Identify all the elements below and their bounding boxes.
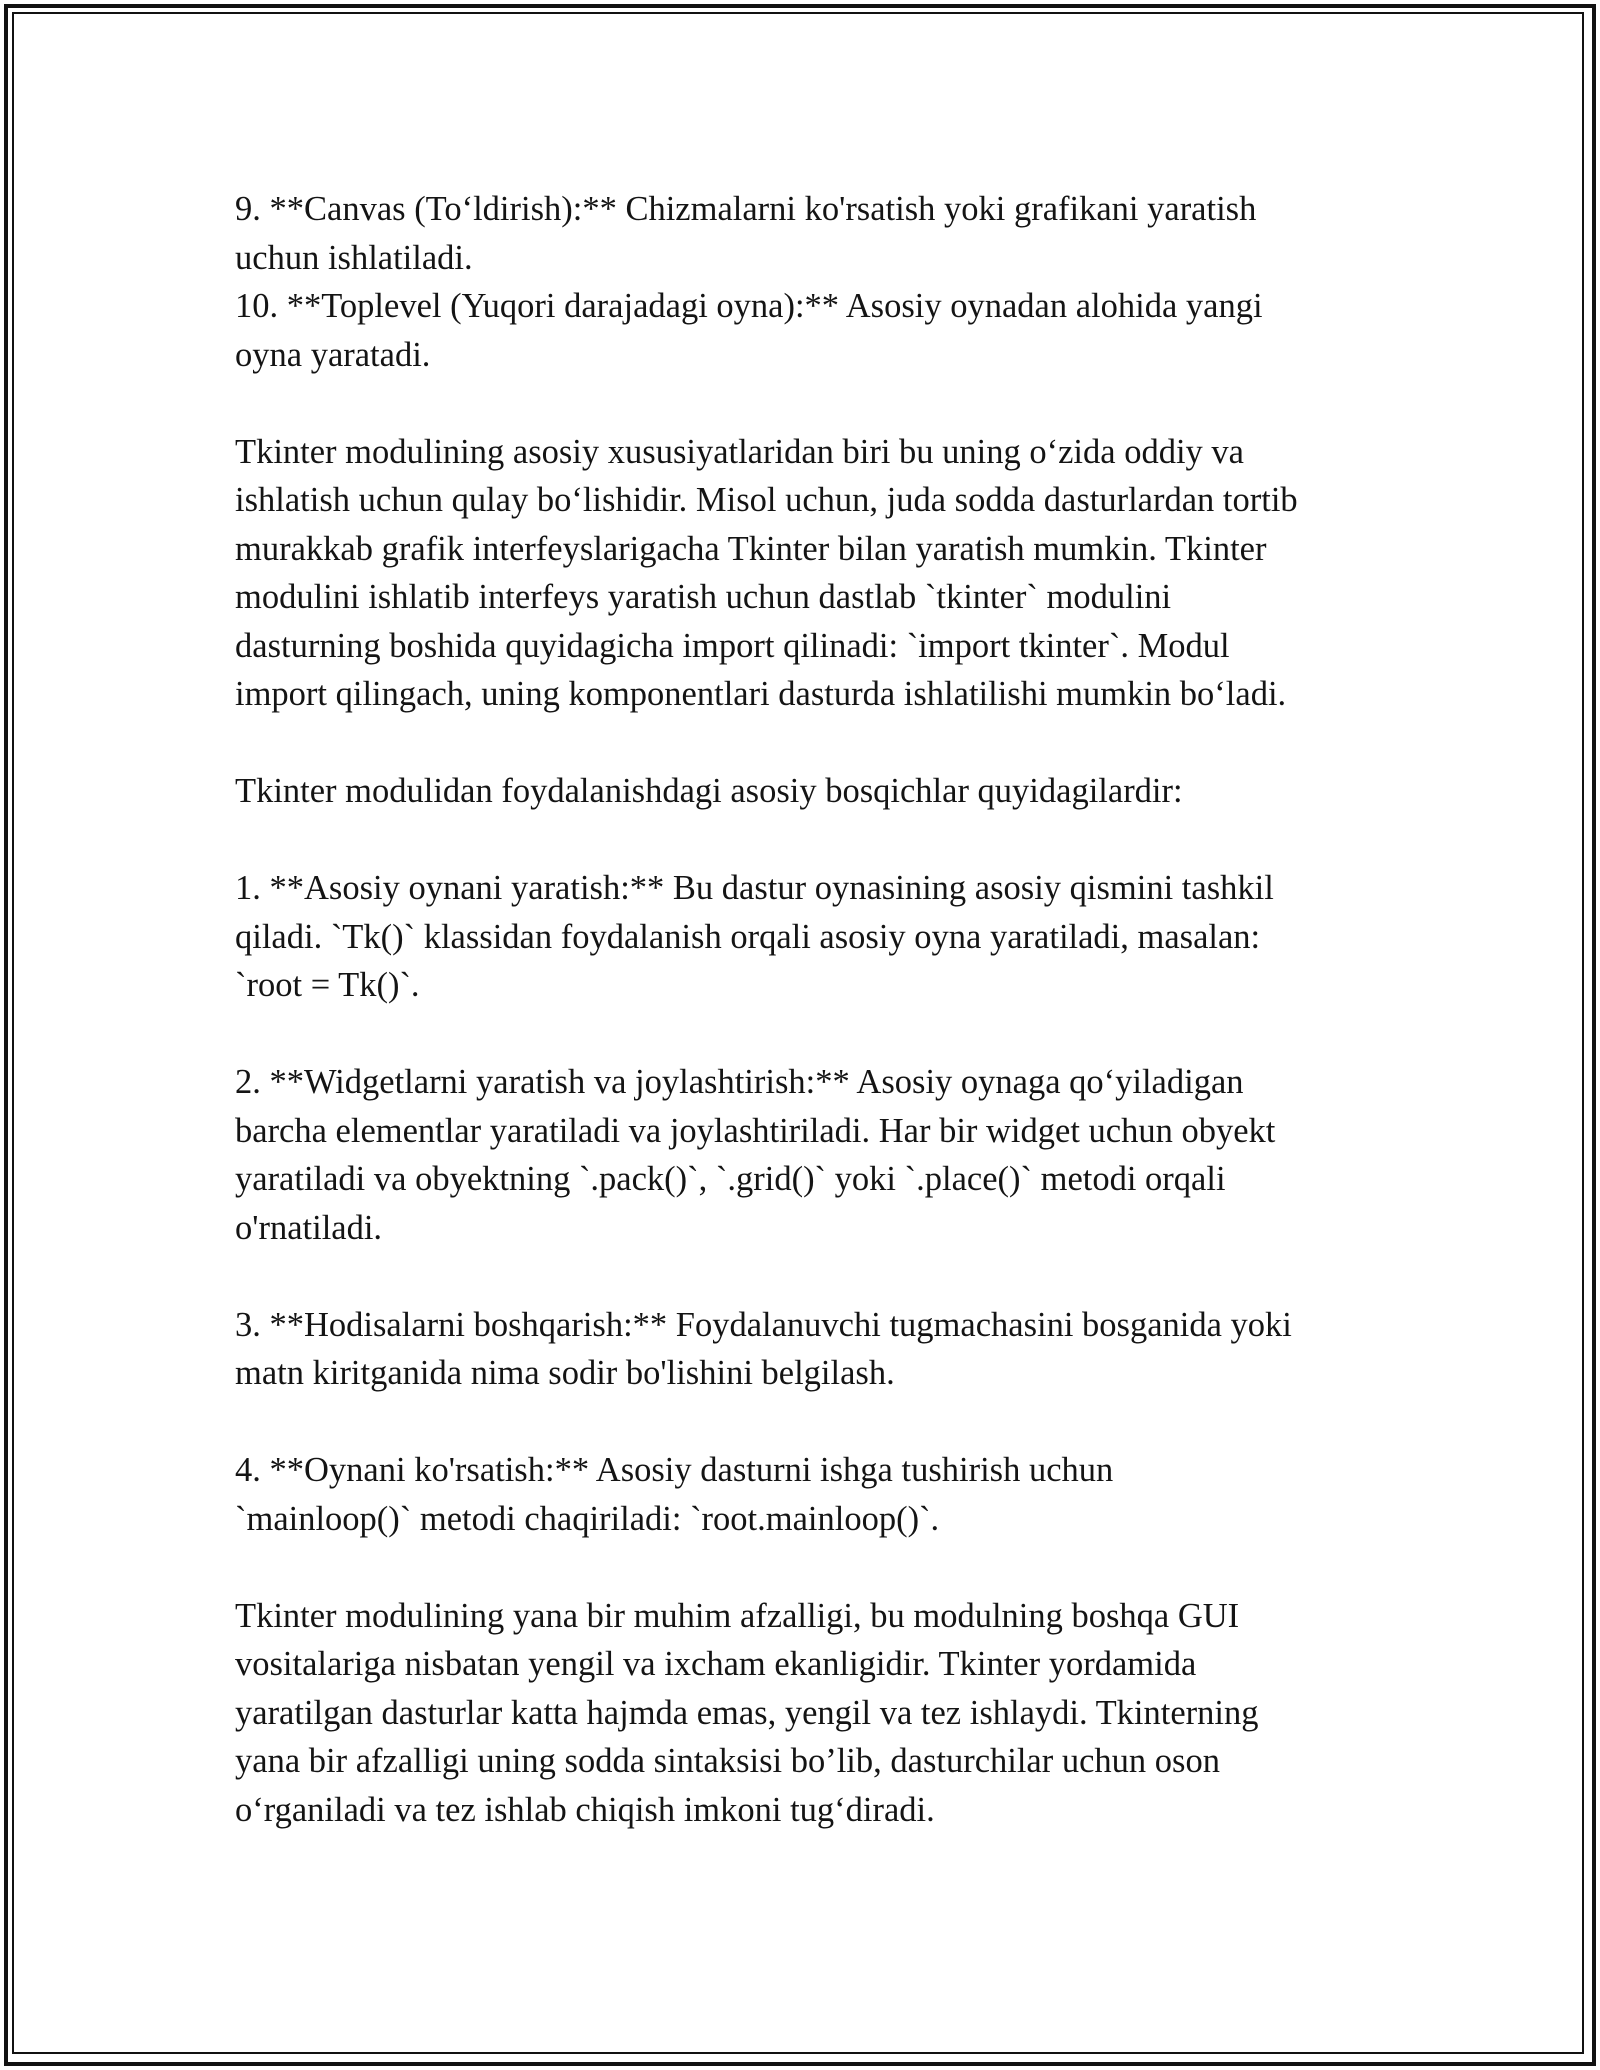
paragraph-advantages	[235, 1592, 1385, 1835]
text-line: murakkab grafik interfeyslarigacha Tkinter bilan yaratish mumkin. Tkinter	[235, 529, 1267, 568]
text-line: `root = Tk()`.	[235, 966, 420, 1004]
text-line: 10. **Toplevel (Yuqori darajadagi oyna):** Asosiy oynadan alohida yangi	[235, 287, 1263, 325]
text-line: yaratilgan dasturlar katta hajmda emas, yengil va tez ishlaydi. Tkinterning	[235, 1693, 1259, 1732]
text-line: ishlatish uchun qulay bo‘lishidir. Misol uchun, juda sodda dasturlardan tortib	[235, 481, 1298, 519]
text-line: `mainloop()` metodi chaqiriladi: `root.mainloop()`.	[235, 1499, 940, 1538]
text-line: 1. **Asosiy oynani yaratish:** Bu dastur oynasining asosiy qismini tashkil	[235, 869, 1274, 907]
text-line: uchun ishlatiladi.	[235, 238, 473, 277]
text-line: 2. **Widgetlarni yaratish va joylashtirish:** Asosiy oynaga qo‘yiladigan	[235, 1063, 1244, 1101]
text-line: o‘rganiladi va tez ishlab chiqish imkoni tug‘diradi.	[235, 1790, 935, 1829]
text-line: o'rnatiladi.	[235, 1208, 383, 1247]
document-body	[235, 185, 1385, 1834]
text-line: 9. **Canvas (To‘ldirish):** Chizmalarni ko'rsatish yoki grafikani yaratish	[235, 190, 1257, 228]
text-line: vositalariga nisbatan yengil va ixcham ekanligidir. Tkinter yordamida	[235, 1645, 1197, 1683]
text-line: import qilingach, uning komponentlari dasturda ishlatilishi mumkin bo‘ladi.	[235, 675, 1287, 713]
text-line: 3. **Hodisalarni boshqarish:** Foydalanuvchi tugmachasini bosganida yoki	[235, 1305, 1292, 1344]
text-line: 4. **Oynani ko'rsatish:** Asosiy dasturni ishga tushirish uchun	[235, 1451, 1114, 1489]
paragraph-tkinter-intro	[235, 428, 1385, 719]
text-line: oyna yaratadi.	[235, 335, 431, 374]
text-line: qiladi. `Tk()` klassidan foydalanish orqali asosiy oyna yaratiladi, masalan:	[235, 917, 1261, 956]
paragraph-canvas-item	[235, 185, 1385, 282]
paragraph-steps-heading	[235, 767, 1385, 816]
text-line: yana bir afzalligi uning sodda sintaksisi bo’lib, dasturchilar uchun oson	[235, 1742, 1220, 1780]
text-line: matn kiritganida nima sodir bo'lishini belgilash.	[235, 1354, 895, 1392]
paragraph-toplevel-item	[235, 282, 1385, 379]
text-line: dasturning boshida quyidagicha import qilinadi: `import tkinter`. Modul	[235, 626, 1230, 665]
paragraph-step-2	[235, 1058, 1385, 1252]
paragraph-step-3	[235, 1301, 1385, 1398]
text-line: yaratiladi va obyektning `.pack()`, `.grid()` yoki `.place()` metodi orqali	[235, 1160, 1226, 1198]
text-line: modulini ishlatib interfeys yaratish uchun dastlab `tkinter` modulini	[235, 578, 1172, 616]
text-line: Tkinter modulidan foydalanishdagi asosiy bosqichlar quyidagilardir:	[235, 772, 1183, 810]
text-line: barcha elementlar yaratiladi va joylashtiriladi. Har bir widget uchun obyekt	[235, 1111, 1276, 1150]
paragraph-step-1	[235, 864, 1385, 1010]
text-line: Tkinter modulining yana bir muhim afzalligi, bu modulning boshqa GUI	[235, 1596, 1240, 1635]
paragraph-step-4	[235, 1446, 1385, 1543]
text-line: Tkinter modulining asosiy xususiyatlaridan biri bu uning o‘zida oddiy va	[235, 432, 1244, 471]
